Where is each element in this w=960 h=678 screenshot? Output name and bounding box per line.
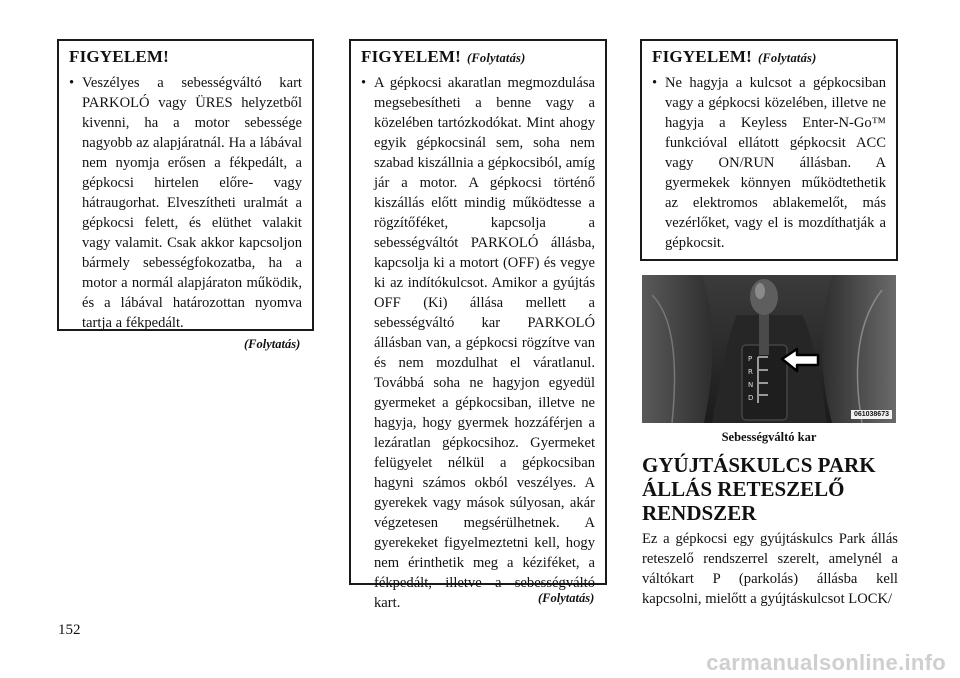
warning-box-1 (57, 39, 314, 331)
svg-text:D: D (748, 394, 754, 402)
body-text: Ez a gépkocsi egy gyújtáskulcs Park állás reteszelő rendszerrel szerelt, amelynél a váltókart P (parkolás) állásba kell kapcsolni, mielőtt a gyújtáskulcsot LOCK/ (642, 531, 898, 607)
continued-note-2: (Folytatás) (538, 591, 595, 605)
warning-heading: FIGYELEM! (69, 47, 170, 66)
svg-text:N: N (748, 381, 754, 389)
gear-shifter-illustration (642, 275, 896, 423)
svg-text:P: P (748, 355, 753, 363)
watermark: carmanualsonline.info (706, 650, 946, 675)
image-code: 061038673 (851, 410, 892, 419)
warning-box-3 (640, 39, 898, 261)
page-number: 152 (58, 622, 81, 638)
section-title: GYÚJTÁSKULCS PARK ÁLLÁS RETESZELŐ RENDSZER (642, 453, 876, 525)
photo-caption: Sebességváltó kar (721, 430, 817, 444)
svg-text:R: R (748, 368, 753, 376)
warning-text: • Ne hagyja a kulcsot a gépkocsiban vagy a gépkocsi közelében, illetve ne hagyja a Keyless Enter-N-Go™ funkcióval ellátott gépkocsit ACC vagy ON/RUN állásban. A gyermekek könnyen működtethetik az elektromos ablakemelőt, más vezérlőket, vagy el is mozdíthatják a gépkocsit. (652, 75, 886, 251)
continued-note-1: (Folytatás) (244, 337, 301, 351)
gear-shifter-photo (642, 275, 896, 423)
warning-text: • Veszélyes a sebességváltó kart PARKOLÓ vagy ÜRES helyzetből kivenni, ha a motor sebessége nagyobb az alapjáratnál. Ha a lábával nem nyomja erősen a fékpedált, a gépkocsi hirtelen előre- vagy hátraugorhat. Elveszítheti uralmát a gépkocsi felett, és elüthet valakit vagy valamit. Csak akkor kapcsoljon bármely sebességfokozatba, ha a motor a normál alapjáraton működik, és a lábával határozottan nyomva tartja a fékpedált. (69, 75, 302, 331)
warning-heading: FIGYELEM! (Folytatás) (652, 47, 817, 66)
warning-heading: FIGYELEM! (Folytatás) (361, 47, 526, 66)
warning-text: • A gépkocsi akaratlan megmozdulása megsebesítheti a benne vagy a közelében tartózkodókat. Mint ahogy egyik gépkocsinál sem, soha nem szabad kiszállnia a gépkocsiból, amíg jár a motor. A gépkocsi történő kiszállás előtt mindig működtesse a rögzítőféket, kapcsolja a sebességváltót PARKOLÓ állásba, kapcsolja ki a motort (OFF) és vegye ki az indítókulcsot. Amikor a gyújtás OFF (Ki) állása mellett a sebességváltó kar PARKOLÓ állásban van, a gépkocsi rögzítve van és nem mozdulhat el váratlanul. Továbbá soha ne hagyjon egyedül gyermeket a gépkocsiban, illetve ne hagyja, hogy gyermek hozzáférjen a lezáratlan gépkocsihoz. Gyermeket felügyelet nélkül a gépkocsiban hagyni számos okból veszélyes. A gyerekek vagy mások súlyosan, akár végzetesen megsérülhetnek. A gyerekeket figyelmeztetni kell, hogy nem érinthetik meg a kéziféket, a fékpedált, illetve a sebességváltó kart. (361, 75, 595, 611)
warning-box-2 (349, 39, 607, 611)
